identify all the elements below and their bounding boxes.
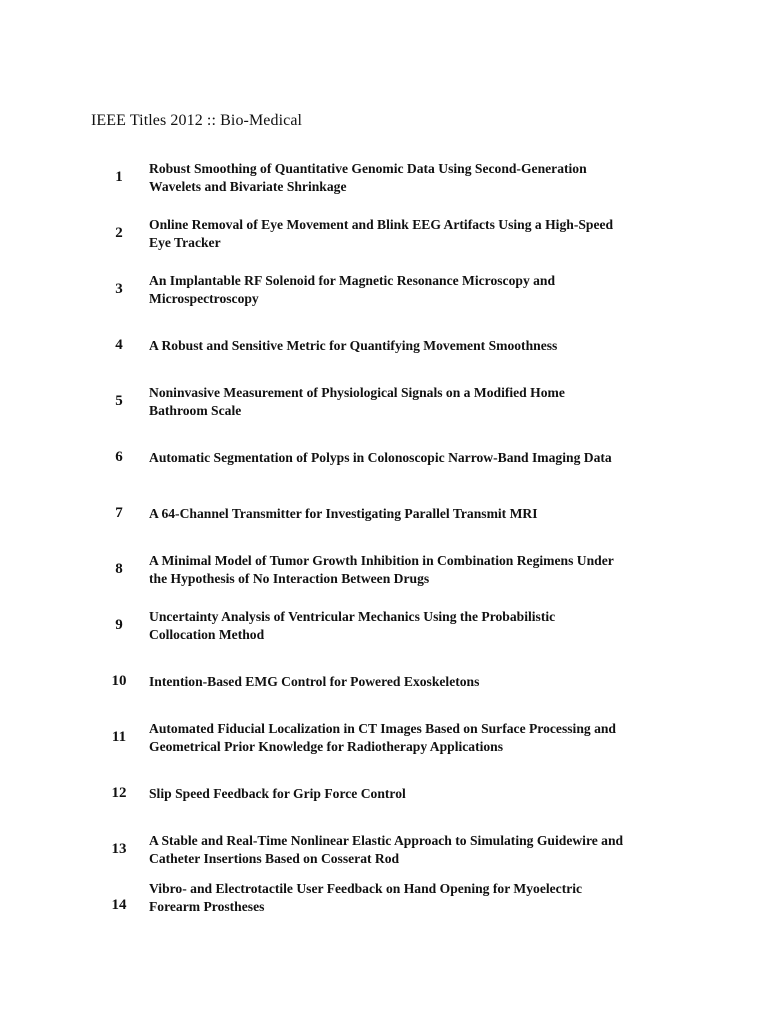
item-title-line: Wavelets and Bivariate Shrinkage <box>149 179 347 194</box>
item-number: 11 <box>111 729 127 745</box>
item-number: 9 <box>115 617 123 633</box>
item-title-line: A Minimal Model of Tumor Growth Inhibition in Combination Regimens Under <box>149 553 614 568</box>
item-title-line: Microspectroscopy <box>149 291 259 306</box>
item-number: 2 <box>115 225 123 241</box>
item-number: 8 <box>115 561 123 577</box>
item-title-line: Automated Fiducial Localization in CT Images Based on Surface Processing and <box>149 721 616 736</box>
item-number: 1 <box>115 169 123 185</box>
item-title <box>149 272 689 308</box>
item-title <box>149 384 689 420</box>
item-title-line: Automatic Segmentation of Polyps in Colonoscopic Narrow-Band Imaging Data <box>149 450 612 465</box>
item-title <box>149 880 689 916</box>
item-number: 3 <box>115 281 123 297</box>
item-title-line: Intention-Based EMG Control for Powered Exoskeletons <box>149 674 480 689</box>
item-title-line: Uncertainty Analysis of Ventricular Mechanics Using the Probabilistic <box>149 609 556 624</box>
item-title-line: Geometrical Prior Knowledge for Radiotherapy Applications <box>149 739 504 754</box>
item-title <box>149 160 689 196</box>
item-number: 10 <box>111 673 127 689</box>
item-title-line: Eye Tracker <box>149 235 221 250</box>
item-number: 13 <box>111 841 127 857</box>
item-title-line: A Stable and Real-Time Nonlinear Elastic Approach to Simulating Guidewire and <box>149 833 624 848</box>
item-title <box>149 608 689 644</box>
item-title <box>149 832 689 868</box>
item-title-line: the Hypothesis of No Interaction Between Drugs <box>149 571 430 586</box>
item-number: 7 <box>115 505 123 521</box>
item-title-line: Forearm Prostheses <box>149 899 265 914</box>
item-title-line: Noninvasive Measurement of Physiological Signals on a Modified Home <box>149 385 565 400</box>
item-title <box>149 673 689 691</box>
item-title <box>149 505 689 523</box>
item-title-line: Slip Speed Feedback for Grip Force Control <box>149 786 406 801</box>
item-number: 6 <box>115 449 123 465</box>
item-title-line: Vibro- and Electrotactile User Feedback on Hand Opening for Myoelectric <box>149 881 583 896</box>
item-title <box>149 785 689 803</box>
item-title <box>149 337 689 355</box>
item-title-line: An Implantable RF Solenoid for Magnetic Resonance Microscopy and <box>149 273 556 288</box>
item-number: 14 <box>111 897 127 913</box>
item-title <box>149 552 689 588</box>
item-title-line: A Robust and Sensitive Metric for Quantifying Movement Smoothness <box>149 338 558 353</box>
item-title <box>149 720 689 756</box>
item-title-line: Collocation Method <box>149 627 265 642</box>
item-title <box>149 449 689 467</box>
item-number: 5 <box>115 393 123 409</box>
page-title: IEEE Titles 2012 :: Bio-Medical <box>91 112 303 129</box>
item-title-line: A 64-Channel Transmitter for Investigating Parallel Transmit MRI <box>149 506 538 521</box>
item-title-line: Robust Smoothing of Quantitative Genomic Data Using Second-Generation <box>149 161 587 176</box>
item-title-line: Catheter Insertions Based on Cosserat Rod <box>149 851 400 866</box>
item-title-line: Online Removal of Eye Movement and Blink EEG Artifacts Using a High-Speed <box>149 217 614 232</box>
item-title-line: Bathroom Scale <box>149 403 242 418</box>
item-title <box>149 216 689 252</box>
item-number: 12 <box>111 785 127 801</box>
item-number: 4 <box>115 337 123 353</box>
